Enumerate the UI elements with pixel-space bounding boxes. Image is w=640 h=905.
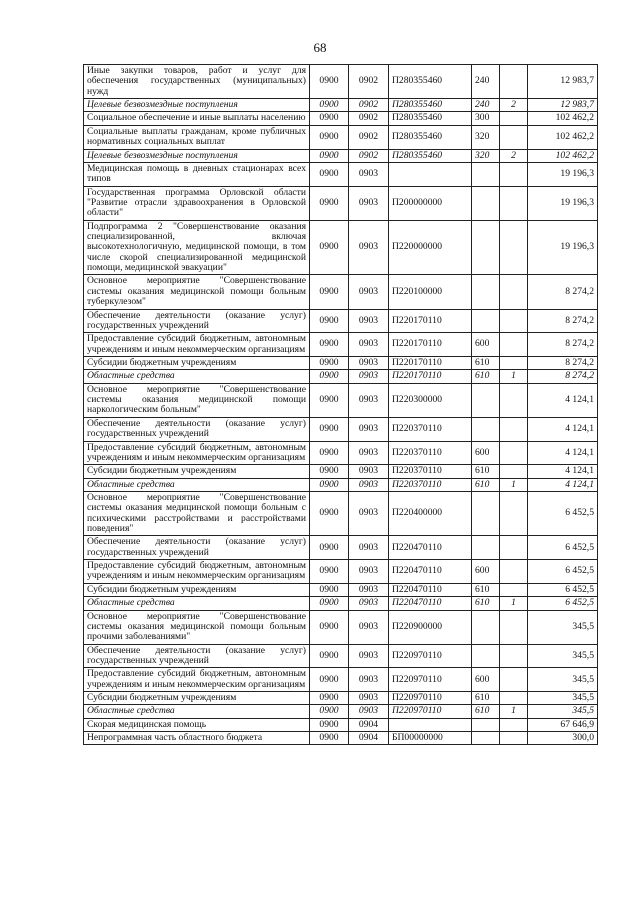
target-article-cell: П220000000: [389, 220, 472, 275]
subsection-code-cell: 0903: [349, 186, 389, 220]
expense-type-cell: 610: [472, 465, 500, 478]
amount-cell: 8 274,2: [528, 370, 598, 383]
section-code-cell: 0900: [310, 162, 349, 186]
subsection-code-cell: 0903: [349, 668, 389, 692]
fund-source-cell: [500, 583, 528, 596]
amount-cell: 345,5: [528, 644, 598, 668]
amount-cell: 102 462,2: [528, 149, 598, 162]
fund-source-cell: 2: [500, 149, 528, 162]
target-article-cell: П200000000: [389, 186, 472, 220]
fund-source-cell: 1: [500, 370, 528, 383]
expense-type-cell: 600: [472, 333, 500, 357]
subsection-code-cell: 0902: [349, 112, 389, 125]
target-article-cell: [389, 162, 472, 186]
amount-cell: 6 452,5: [528, 491, 598, 535]
target-article-cell: П280355460: [389, 149, 472, 162]
row-name-cell: Областные средства: [84, 370, 310, 383]
subsection-code-cell: 0903: [349, 220, 389, 275]
subsection-code-cell: 0903: [349, 465, 389, 478]
target-article-cell: П220970110: [389, 668, 472, 692]
amount-cell: 6 452,5: [528, 583, 598, 596]
row-name-cell: Субсидии бюджетным учреждениям: [84, 692, 310, 705]
amount-cell: 8 274,2: [528, 356, 598, 369]
row-name-cell: Субсидии бюджетным учреждениям: [84, 465, 310, 478]
amount-cell: 6 452,5: [528, 560, 598, 584]
table-row: [84, 644, 598, 668]
target-article-cell: П220370110: [389, 478, 472, 491]
target-article-cell: П280355460: [389, 112, 472, 125]
target-article-cell: П220970110: [389, 705, 472, 718]
row-name-cell: Основное мероприятие "Совершенствование системы оказания медицинской помощи больным прочими заболеваниями": [84, 610, 310, 644]
row-name-cell: Областные средства: [84, 597, 310, 610]
expense-type-cell: [472, 718, 500, 731]
fund-source-cell: [500, 465, 528, 478]
table-row-funding-source: [84, 149, 598, 162]
row-name-cell: Областные средства: [84, 705, 310, 718]
table-row: [84, 65, 598, 99]
subsection-code-cell: 0903: [349, 356, 389, 369]
amount-cell: 6 452,5: [528, 536, 598, 560]
table-row: [84, 491, 598, 535]
expense-type-cell: 240: [472, 99, 500, 112]
amount-cell: 102 462,2: [528, 112, 598, 125]
expense-type-cell: 300: [472, 112, 500, 125]
amount-cell: 12 983,7: [528, 65, 598, 99]
amount-cell: 8 274,2: [528, 309, 598, 333]
target-article-cell: П280355460: [389, 65, 472, 99]
target-article-cell: П220170110: [389, 370, 472, 383]
table-row: [84, 112, 598, 125]
table-row-funding-source: [84, 478, 598, 491]
section-code-cell: 0900: [310, 309, 349, 333]
table-row-funding-source: [84, 705, 598, 718]
table-row: [84, 610, 598, 644]
subsection-code-cell: 0902: [349, 149, 389, 162]
target-article-cell: П220400000: [389, 491, 472, 535]
subsection-code-cell: 0903: [349, 441, 389, 465]
subsection-code-cell: 0902: [349, 99, 389, 112]
section-code-cell: 0900: [310, 417, 349, 441]
section-code-cell: 0900: [310, 583, 349, 596]
expense-type-cell: [472, 383, 500, 417]
table-row: [84, 718, 598, 731]
subsection-code-cell: 0903: [349, 692, 389, 705]
row-name-cell: Субсидии бюджетным учреждениям: [84, 583, 310, 596]
section-code-cell: 0900: [310, 370, 349, 383]
section-code-cell: 0900: [310, 610, 349, 644]
table-row: [84, 309, 598, 333]
table-row-funding-source: [84, 99, 598, 112]
fund-source-cell: [500, 333, 528, 357]
fund-source-cell: [500, 491, 528, 535]
table-row: [84, 465, 598, 478]
table-row: [84, 536, 598, 560]
amount-cell: 6 452,5: [528, 597, 598, 610]
fund-source-cell: 1: [500, 478, 528, 491]
amount-cell: 19 196,3: [528, 186, 598, 220]
fund-source-cell: [500, 125, 528, 149]
expense-type-cell: 610: [472, 356, 500, 369]
target-article-cell: П220470110: [389, 536, 472, 560]
fund-source-cell: [500, 162, 528, 186]
expense-type-cell: [472, 610, 500, 644]
amount-cell: 4 124,1: [528, 441, 598, 465]
target-article-cell: [389, 718, 472, 731]
row-name-cell: Основное мероприятие "Совершенствование системы оказания медицинской помощи больным туберкулезом": [84, 275, 310, 309]
section-code-cell: 0900: [310, 732, 349, 745]
amount-cell: 8 274,2: [528, 275, 598, 309]
expense-type-cell: 600: [472, 668, 500, 692]
row-name-cell: Целевые безвозмездные поступления: [84, 149, 310, 162]
fund-source-cell: [500, 186, 528, 220]
expense-type-cell: [472, 220, 500, 275]
section-code-cell: 0900: [310, 692, 349, 705]
section-code-cell: 0900: [310, 441, 349, 465]
amount-cell: 4 124,1: [528, 478, 598, 491]
table-row: [84, 668, 598, 692]
section-code-cell: 0900: [310, 356, 349, 369]
fund-source-cell: [500, 65, 528, 99]
expense-type-cell: [472, 417, 500, 441]
section-code-cell: 0900: [310, 112, 349, 125]
subsection-code-cell: 0903: [349, 333, 389, 357]
table-row-funding-source: [84, 370, 598, 383]
row-name-cell: Обеспечение деятельности (оказание услуг) государственных учреждений: [84, 417, 310, 441]
expense-type-cell: [472, 309, 500, 333]
amount-cell: 19 196,3: [528, 162, 598, 186]
fund-source-cell: 1: [500, 597, 528, 610]
table-body: [84, 65, 598, 745]
expense-type-cell: 610: [472, 692, 500, 705]
section-code-cell: 0900: [310, 125, 349, 149]
fund-source-cell: [500, 718, 528, 731]
table-row: [84, 417, 598, 441]
row-name-cell: Обеспечение деятельности (оказание услуг) государственных учреждений: [84, 309, 310, 333]
fund-source-cell: 2: [500, 99, 528, 112]
subsection-code-cell: 0903: [349, 383, 389, 417]
amount-cell: 4 124,1: [528, 465, 598, 478]
table-row: [84, 692, 598, 705]
table-row: [84, 356, 598, 369]
section-code-cell: 0900: [310, 149, 349, 162]
target-article-cell: П220100000: [389, 275, 472, 309]
section-code-cell: 0900: [310, 220, 349, 275]
expense-type-cell: [472, 162, 500, 186]
expense-type-cell: 610: [472, 478, 500, 491]
fund-source-cell: [500, 417, 528, 441]
amount-cell: 19 196,3: [528, 220, 598, 275]
amount-cell: 4 124,1: [528, 417, 598, 441]
budget-table: [83, 64, 598, 745]
expense-type-cell: 600: [472, 560, 500, 584]
section-code-cell: 0900: [310, 333, 349, 357]
fund-source-cell: [500, 692, 528, 705]
amount-cell: 8 274,2: [528, 333, 598, 357]
subsection-code-cell: 0903: [349, 597, 389, 610]
subsection-code-cell: 0903: [349, 610, 389, 644]
subsection-code-cell: 0903: [349, 491, 389, 535]
amount-cell: 300,0: [528, 732, 598, 745]
subsection-code-cell: 0904: [349, 718, 389, 731]
expense-type-cell: [472, 644, 500, 668]
fund-source-cell: 1: [500, 705, 528, 718]
target-article-cell: П220170110: [389, 356, 472, 369]
fund-source-cell: [500, 383, 528, 417]
amount-cell: 102 462,2: [528, 125, 598, 149]
row-name-cell: Социальное обеспечение и иные выплаты населению: [84, 112, 310, 125]
target-article-cell: П220170110: [389, 333, 472, 357]
table-row: [84, 383, 598, 417]
section-code-cell: 0900: [310, 478, 349, 491]
amount-cell: 345,5: [528, 668, 598, 692]
subsection-code-cell: 0903: [349, 162, 389, 186]
row-name-cell: Подпрограмма 2 "Совершенствование оказания специализированной, включая высокотехнологичную, медицинской помощи, в том числе скорой специализированной медицинской помощи, медицинской эвакуации": [84, 220, 310, 275]
row-name-cell: Медицинская помощь в дневных стационарах всех типов: [84, 162, 310, 186]
target-article-cell: П280355460: [389, 125, 472, 149]
row-name-cell: Предоставление субсидий бюджетным, автономным учреждениям и иным некоммерческим организациям: [84, 333, 310, 357]
table-row: [84, 275, 598, 309]
target-article-cell: П220170110: [389, 309, 472, 333]
expense-type-cell: 610: [472, 370, 500, 383]
section-code-cell: 0900: [310, 668, 349, 692]
expense-type-cell: [472, 186, 500, 220]
section-code-cell: 0900: [310, 65, 349, 99]
target-article-cell: П220970110: [389, 692, 472, 705]
subsection-code-cell: 0904: [349, 732, 389, 745]
amount-cell: 4 124,1: [528, 383, 598, 417]
subsection-code-cell: 0903: [349, 644, 389, 668]
table-row: [84, 333, 598, 357]
subsection-code-cell: 0903: [349, 705, 389, 718]
subsection-code-cell: 0903: [349, 417, 389, 441]
row-name-cell: Основное мероприятие "Совершенствование системы оказания медицинской помощи больным с психическими расстройствами и расстройствами поведения": [84, 491, 310, 535]
row-name-cell: Областные средства: [84, 478, 310, 491]
expense-type-cell: 610: [472, 597, 500, 610]
expense-type-cell: 320: [472, 125, 500, 149]
target-article-cell: П220470110: [389, 597, 472, 610]
section-code-cell: 0900: [310, 536, 349, 560]
fund-source-cell: [500, 309, 528, 333]
row-name-cell: Обеспечение деятельности (оказание услуг) государственных учреждений: [84, 644, 310, 668]
section-code-cell: 0900: [310, 99, 349, 112]
section-code-cell: 0900: [310, 383, 349, 417]
row-name-cell: Государственная программа Орловской области "Развитие отрасли здравоохранения в Орловской области": [84, 186, 310, 220]
fund-source-cell: [500, 220, 528, 275]
section-code-cell: 0900: [310, 597, 349, 610]
fund-source-cell: [500, 356, 528, 369]
row-name-cell: Целевые безвозмездные поступления: [84, 99, 310, 112]
fund-source-cell: [500, 112, 528, 125]
expense-type-cell: [472, 491, 500, 535]
section-code-cell: 0900: [310, 718, 349, 731]
section-code-cell: 0900: [310, 186, 349, 220]
target-article-cell: П220970110: [389, 644, 472, 668]
target-article-cell: П220370110: [389, 417, 472, 441]
row-name-cell: Непрограммная часть областного бюджета: [84, 732, 310, 745]
table-row: [84, 220, 598, 275]
target-article-cell: П220300000: [389, 383, 472, 417]
subsection-code-cell: 0903: [349, 275, 389, 309]
section-code-cell: 0900: [310, 465, 349, 478]
target-article-cell: П220470110: [389, 560, 472, 584]
fund-source-cell: [500, 644, 528, 668]
target-article-cell: БП00000000: [389, 732, 472, 745]
row-name-cell: Обеспечение деятельности (оказание услуг) государственных учреждений: [84, 536, 310, 560]
fund-source-cell: [500, 441, 528, 465]
amount-cell: 67 646,9: [528, 718, 598, 731]
fund-source-cell: [500, 610, 528, 644]
expense-type-cell: 240: [472, 65, 500, 99]
table-row: [84, 732, 598, 745]
target-article-cell: П220470110: [389, 583, 472, 596]
fund-source-cell: [500, 275, 528, 309]
fund-source-cell: [500, 560, 528, 584]
table-row: [84, 186, 598, 220]
subsection-code-cell: 0903: [349, 478, 389, 491]
subsection-code-cell: 0903: [349, 583, 389, 596]
expense-type-cell: [472, 275, 500, 309]
target-article-cell: П220370110: [389, 441, 472, 465]
subsection-code-cell: 0903: [349, 536, 389, 560]
table-row-funding-source: [84, 597, 598, 610]
section-code-cell: 0900: [310, 644, 349, 668]
amount-cell: 345,5: [528, 610, 598, 644]
fund-source-cell: [500, 732, 528, 745]
row-name-cell: Скорая медицинская помощь: [84, 718, 310, 731]
table-row: [84, 583, 598, 596]
subsection-code-cell: 0902: [349, 65, 389, 99]
amount-cell: 12 983,7: [528, 99, 598, 112]
expense-type-cell: 320: [472, 149, 500, 162]
row-name-cell: Предоставление субсидий бюджетным, автономным учреждениям и иным некоммерческим организациям: [84, 441, 310, 465]
section-code-cell: 0900: [310, 275, 349, 309]
table-row: [84, 162, 598, 186]
fund-source-cell: [500, 668, 528, 692]
expense-type-cell: [472, 536, 500, 560]
amount-cell: 345,5: [528, 692, 598, 705]
section-code-cell: 0900: [310, 705, 349, 718]
table-row: [84, 441, 598, 465]
amount-cell: 345,5: [528, 705, 598, 718]
row-name-cell: Предоставление субсидий бюджетным, автономным учреждениям и иным некоммерческим организациям: [84, 560, 310, 584]
target-article-cell: П220370110: [389, 465, 472, 478]
page-number: 68: [313, 40, 327, 55]
row-name-cell: Предоставление субсидий бюджетным, автономным учреждениям и иным некоммерческим организациям: [84, 668, 310, 692]
subsection-code-cell: 0903: [349, 370, 389, 383]
section-code-cell: 0900: [310, 491, 349, 535]
row-name-cell: Социальные выплаты гражданам, кроме публичных нормативных социальных выплат: [84, 125, 310, 149]
table-row: [84, 125, 598, 149]
section-code-cell: 0900: [310, 560, 349, 584]
row-name-cell: Основное мероприятие "Совершенствование системы оказания медицинской помощи наркологическим больным": [84, 383, 310, 417]
target-article-cell: П220900000: [389, 610, 472, 644]
subsection-code-cell: 0902: [349, 125, 389, 149]
table-row: [84, 560, 598, 584]
expense-type-cell: [472, 732, 500, 745]
subsection-code-cell: 0903: [349, 560, 389, 584]
expense-type-cell: 610: [472, 583, 500, 596]
fund-source-cell: [500, 536, 528, 560]
row-name-cell: Субсидии бюджетным учреждениям: [84, 356, 310, 369]
expense-type-cell: 610: [472, 705, 500, 718]
target-article-cell: П280355460: [389, 99, 472, 112]
expense-type-cell: 600: [472, 441, 500, 465]
subsection-code-cell: 0903: [349, 309, 389, 333]
row-name-cell: Иные закупки товаров, работ и услуг для обеспечения государственных (муниципальных) нужд: [84, 65, 310, 99]
